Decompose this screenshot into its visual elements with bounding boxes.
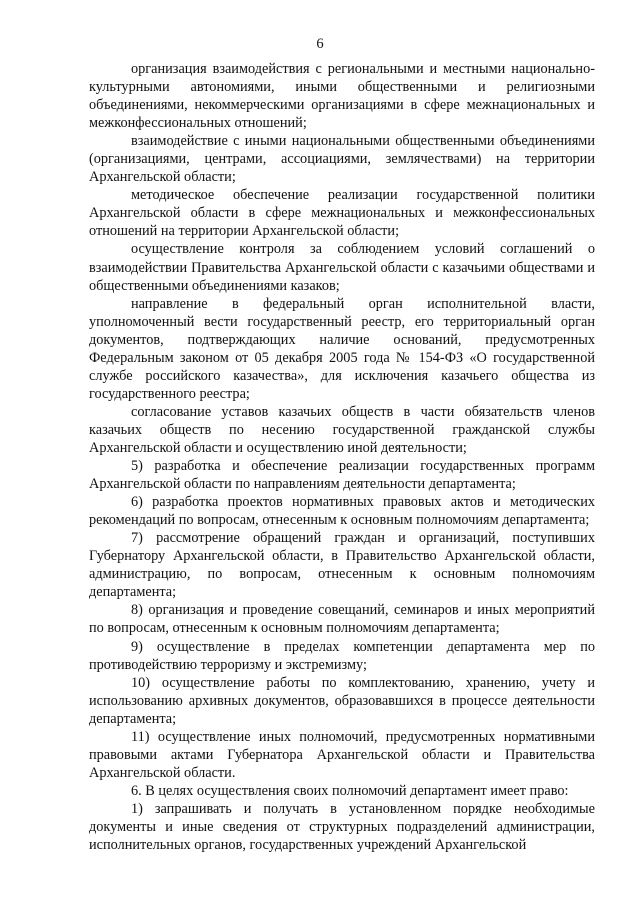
paragraph-item-11: 11) осуществление иных полномочий, предусмотренных нормативными правовыми актами Губернатора Архангельской области и Правительства Архангельской области. <box>89 728 595 781</box>
paragraph-methodical-support: методическое обеспечение реализации государственной политики Архангельской области в сфере межнациональных и межконфессиональных отношений на территории Архангельской области; <box>89 187 595 240</box>
paragraph-national-public-associations: взаимодействие с иными национальными общественными объединениями (организациями, центрами, ассоциациями, землячествами) на территории Архангельской области; <box>89 133 595 186</box>
paragraph-item-10: 10) осуществление работы по комплектованию, хранению, учету и использованию архивных документов, образовавшихся в процессе деятельности департамента; <box>89 674 595 727</box>
document-body <box>89 60 595 854</box>
paragraph-control-cossack-agreements: осуществление контроля за соблюдением условий соглашений о взаимодействии Правительства Архангельской области с казачьими обществами и общественными объединениями казаков; <box>89 241 595 294</box>
paragraph-section-6: 6. В целях осуществления своих полномочий департамент имеет право: <box>131 782 569 799</box>
paragraph-item-9: 9) осуществление в пределах компетенции департамента мер по противодействию терроризму и экстремизму; <box>89 638 595 673</box>
paragraph-cossack-registry-documents: направление в федеральный орган исполнительной власти, уполномоченный вести государственный реестр, его территориальный орган документов, подтверждающих наличие оснований, предусмотренных Федеральным законом от 05 декабря 2005 года № 154-ФЗ «О государственной службе российского казачества», для исключения казачьего общества из государственного реестра; <box>89 295 595 402</box>
paragraph-national-cultural-autonomies: организация взаимодействия с региональными и местными национально-культурными автономиями, иными общественными и религиозными объединениями, некоммерческими организациями в сфере межнациональных и межконфессиональных отношений; <box>89 61 595 132</box>
paragraph-item-5: 5) разработка и обеспечение реализации государственных программ Архангельской области по направлениям деятельности департамента; <box>89 458 595 493</box>
paragraph-right-1: 1) запрашивать и получать в установленном порядке необходимые документы и иные сведения от структурных подразделений администрации, исполнительных органов, государственных учреждений Архангельской <box>89 800 595 854</box>
paragraph-item-7: 7) рассмотрение обращений граждан и организаций, поступивших Губернатору Архангельской области, в Правительство Архангельской области, администрацию, по вопросам, отнесенным к основным полномочиям департамента; <box>89 530 595 601</box>
page-number: 6 <box>316 36 324 52</box>
paragraph-cossack-charters: согласование уставов казачьих обществ в части обязательств членов казачьих обществ по несению государственной гражданской службы Архангельской области и осуществлению иной деятельности; <box>89 403 595 456</box>
paragraph-item-8: 8) организация и проведение совещаний, семинаров и иных мероприятий по вопросам, отнесенным к основным полномочиям департамента; <box>89 602 595 637</box>
paragraph-item-6: 6) разработка проектов нормативных правовых актов и методических рекомендаций по вопросам, отнесенным к основным полномочиям департамента; <box>89 494 595 529</box>
